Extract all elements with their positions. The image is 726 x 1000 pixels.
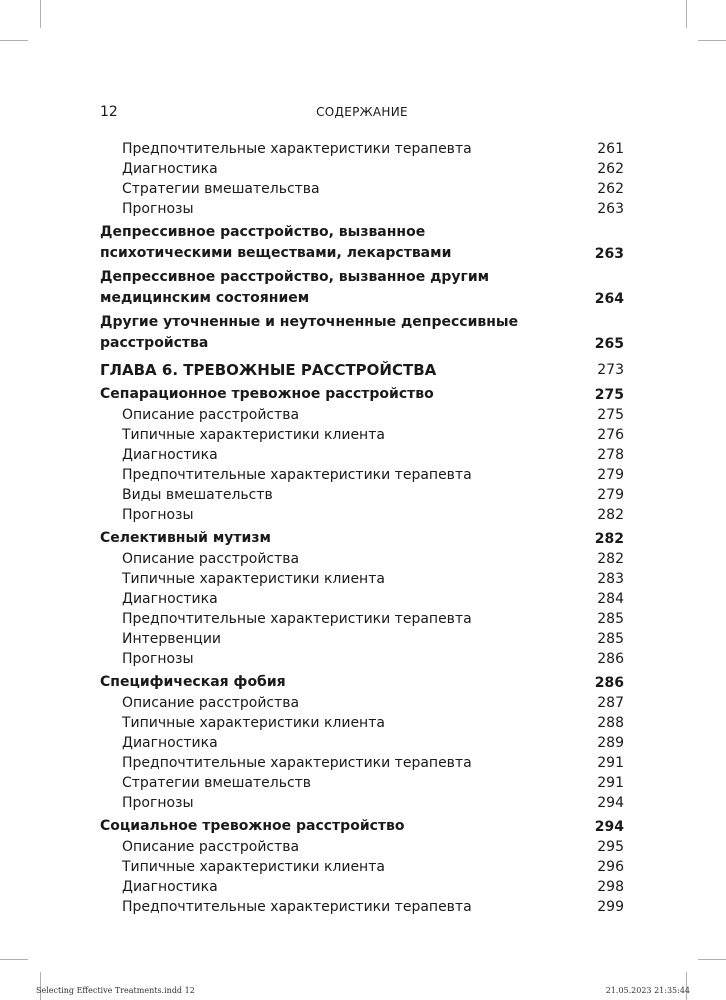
toc-entry bbox=[100, 713, 624, 733]
toc-entry bbox=[100, 629, 624, 649]
toc-entry-title: Диагностика bbox=[122, 447, 218, 463]
toc-entry bbox=[100, 877, 624, 897]
toc-entry-page: 282 bbox=[597, 507, 624, 523]
toc-entry-title: Диагностика bbox=[122, 591, 218, 607]
toc-entry-page: 283 bbox=[597, 571, 624, 587]
toc-entry-title: Диагностика bbox=[122, 735, 218, 751]
crop-mark bbox=[698, 959, 726, 960]
running-head bbox=[100, 104, 624, 124]
toc-entry-page: 291 bbox=[597, 775, 624, 791]
running-title: СОДЕРЖАНИЕ bbox=[316, 105, 408, 119]
toc-entry-title: Типичные характеристики клиента bbox=[122, 859, 385, 875]
toc-entry-title: Диагностика bbox=[122, 161, 218, 177]
toc-section bbox=[100, 672, 624, 693]
toc-entry-page: 264 bbox=[594, 291, 624, 307]
toc-entry-title: Социальное тревожное расстройство bbox=[100, 818, 405, 834]
toc-entry bbox=[100, 569, 624, 589]
toc-entry bbox=[100, 139, 624, 159]
toc-entry-page: 263 bbox=[594, 246, 624, 262]
toc-entry-title: Виды вмешательств bbox=[122, 487, 273, 503]
toc-entry-title: Предпочтительные характеристики терапевта bbox=[122, 141, 472, 157]
toc-entry bbox=[100, 179, 624, 199]
toc-entry-page: 279 bbox=[597, 467, 624, 483]
toc-entry-page: 295 bbox=[597, 839, 624, 855]
toc-section bbox=[100, 528, 624, 549]
toc-entry bbox=[100, 857, 624, 877]
toc-entry-page: 279 bbox=[597, 487, 624, 503]
toc-entry bbox=[100, 837, 624, 857]
toc-entry-title: Специфическая фобия bbox=[100, 674, 286, 690]
toc-entry-page: 285 bbox=[597, 631, 624, 647]
toc-entry-title: Стратегии вмешательства bbox=[122, 181, 320, 197]
toc-entry-title: Прогнозы bbox=[122, 201, 194, 217]
toc-entry bbox=[100, 445, 624, 465]
toc-entry-title: Предпочтительные характеристики терапевта bbox=[122, 755, 472, 771]
print-timestamp: 21.05.2023 21:35:44 bbox=[605, 986, 690, 995]
toc-entry-page: 263 bbox=[597, 201, 624, 217]
toc-entry-title: Прогнозы bbox=[122, 795, 194, 811]
toc-entry-page: 261 bbox=[597, 141, 624, 157]
toc-entry bbox=[100, 793, 624, 813]
toc-entry-title: Предпочтительные характеристики терапевта bbox=[122, 467, 472, 483]
toc-entry-page: 288 bbox=[597, 715, 624, 731]
file-slug: Selecting Effective Treatments.indd 12 bbox=[36, 986, 195, 995]
toc-entry bbox=[100, 609, 624, 629]
toc-entry-page: 289 bbox=[597, 735, 624, 751]
toc-section bbox=[100, 312, 624, 354]
toc-entry-page: 275 bbox=[597, 407, 624, 423]
toc-entry-title: Предпочтительные характеристики терапевта bbox=[122, 611, 472, 627]
toc-entry-page: 294 bbox=[597, 795, 624, 811]
toc-entry-title: Сепарационное тревожное расстройство bbox=[100, 386, 434, 402]
toc-entry-title: Описание расстройства bbox=[122, 695, 300, 711]
toc-section bbox=[100, 816, 624, 837]
crop-mark bbox=[40, 0, 41, 28]
toc-entry bbox=[100, 589, 624, 609]
toc-entry bbox=[100, 549, 624, 569]
toc-entry-title: Описание расстройства bbox=[122, 839, 300, 855]
toc-entry bbox=[100, 199, 624, 219]
toc-entry bbox=[100, 425, 624, 445]
toc-entry bbox=[100, 649, 624, 669]
toc-entry-page: 262 bbox=[597, 181, 624, 197]
toc-entry-title: Интервенции bbox=[122, 631, 222, 647]
toc-entry-title: Селективный мутизм bbox=[100, 530, 271, 546]
toc-entry-page: 286 bbox=[597, 651, 624, 667]
toc-entry-page: 287 bbox=[597, 695, 624, 711]
toc-entry-page: 291 bbox=[597, 755, 624, 771]
toc-entry bbox=[100, 405, 624, 425]
toc-entry-page: 282 bbox=[597, 551, 624, 567]
toc-chapter bbox=[100, 359, 624, 381]
toc-entry bbox=[100, 505, 624, 525]
toc-entry-page: 275 bbox=[594, 387, 624, 403]
crop-mark bbox=[0, 40, 28, 41]
toc-entry-page: 298 bbox=[597, 879, 624, 895]
toc-section bbox=[100, 267, 624, 309]
toc-entry-title: Другие уточненные и неуточненные депрессивные расстройства bbox=[100, 314, 519, 351]
crop-mark bbox=[0, 959, 28, 960]
toc-entry-page: 273 bbox=[597, 362, 624, 378]
toc-entry-page: 294 bbox=[594, 819, 624, 835]
toc-entry-page: 286 bbox=[594, 675, 624, 691]
toc-entry-title: Описание расстройства bbox=[122, 551, 300, 567]
toc-entry bbox=[100, 693, 624, 713]
toc-entry-title: Прогнозы bbox=[122, 651, 194, 667]
toc-entry-title: Описание расстройства bbox=[122, 407, 300, 423]
toc-entry bbox=[100, 485, 624, 505]
toc-entry-page: 299 bbox=[597, 899, 624, 915]
toc-entry-page: 285 bbox=[597, 611, 624, 627]
toc-entry-title: Диагностика bbox=[122, 879, 218, 895]
table-of-contents bbox=[100, 139, 624, 917]
toc-entry-title: Предпочтительные характеристики терапевта bbox=[122, 899, 472, 915]
toc-section bbox=[100, 384, 624, 405]
toc-entry-title: Типичные характеристики клиента bbox=[122, 427, 385, 443]
toc-entry-page: 296 bbox=[597, 859, 624, 875]
toc-entry-title: Типичные характеристики клиента bbox=[122, 715, 385, 731]
toc-entry-title: ГЛАВА 6. ТРЕВОЖНЫЕ РАССТРОЙСТВА bbox=[100, 361, 437, 379]
toc-entry-page: 284 bbox=[597, 591, 624, 607]
toc-entry-title: Депрессивное расстройство, вызванное другим медицинским состоянием bbox=[100, 269, 490, 306]
toc-entry bbox=[100, 733, 624, 753]
toc-entry-page: 278 bbox=[597, 447, 624, 463]
toc-entry-title: Депрессивное расстройство, вызванное психотическими веществами, лекарствами bbox=[100, 224, 452, 261]
crop-mark bbox=[686, 0, 687, 28]
crop-mark bbox=[698, 40, 726, 41]
toc-entry-title: Типичные характеристики клиента bbox=[122, 571, 385, 587]
page-number: 12 bbox=[100, 104, 118, 120]
toc-entry bbox=[100, 159, 624, 179]
toc-entry-page: 282 bbox=[594, 531, 624, 547]
toc-entry-title: Прогнозы bbox=[122, 507, 194, 523]
toc-entry-title: Стратегии вмешательств bbox=[122, 775, 312, 791]
toc-entry bbox=[100, 773, 624, 793]
toc-entry bbox=[100, 897, 624, 917]
toc-section bbox=[100, 222, 624, 264]
toc-entry-page: 262 bbox=[597, 161, 624, 177]
toc-entry-page: 276 bbox=[597, 427, 624, 443]
toc-entry bbox=[100, 753, 624, 773]
toc-entry bbox=[100, 465, 624, 485]
toc-entry-page: 265 bbox=[594, 336, 624, 352]
